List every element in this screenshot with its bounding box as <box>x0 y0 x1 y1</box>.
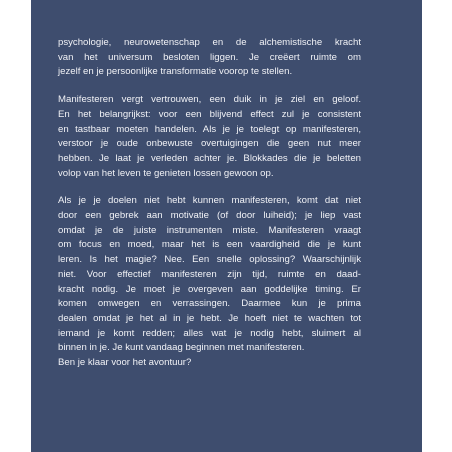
text-line: en tastbaar moeten handelen. Als je je toelegt op manifesteren, <box>58 123 361 135</box>
text-line: van het universum besloten liggen. Je creëert ruimte om <box>58 51 361 63</box>
text-line: Manifesteren vergt vertrouwen, een duik in je ziel en geloof. <box>58 94 361 106</box>
text-line: binnen in je. Je kunt vandaag beginnen met manifesteren. <box>58 342 305 354</box>
text-line: dealen omdat je het al in je hebt. Je hoeft niet te wachten tot <box>58 312 361 324</box>
text-line: jezelf en je persoonlijke transformatie voorop te stellen. <box>58 66 293 78</box>
text-line: kracht nodig. Je moet je overgeven aan goddelijke timing. Er <box>58 283 361 295</box>
text-line: omdat je de juiste instrumenten miste. Manifesteren vraagt <box>58 224 361 236</box>
text-line: hebben. Je laat je verleden achter je. Blokkades die je beletten <box>58 152 361 164</box>
paragraph-1 <box>58 36 361 80</box>
text-line: om focus en moed, maar het is een vaardigheid die je kunt <box>58 239 361 251</box>
body-text <box>58 36 361 384</box>
text-line: leren. Is het magie? Nee. Een snelle oplossing? Waarschijnlijk <box>58 254 361 266</box>
text-line: door een gebrek aan motivatie (of door luiheid); je liep vast <box>58 210 361 222</box>
text-line: Ben je klaar voor het avontuur? <box>58 357 192 369</box>
text-line: psychologie, neurowetenschap en de alchemistische kracht <box>58 37 361 48</box>
text-line: verstoor je oude onbewuste overtuigingen die geen nut meer <box>58 138 361 150</box>
text-line: En het belangrijkst: voor een blijvend effect zul je consistent <box>58 108 361 120</box>
text-line: iemand je komt redden; alles wat je nodig hebt, sluimert al <box>58 327 361 339</box>
text-line: komen omwegen en verrassingen. Daarmee kun je prima <box>58 298 361 310</box>
text-line: volop van het leven te genieten lossen gewoon op. <box>58 167 274 179</box>
text-line: niet. Voor effectief manifesteren zijn tijd, ruimte en daad- <box>58 268 361 280</box>
paragraph-3 <box>58 194 361 370</box>
paragraph-2 <box>58 93 361 181</box>
text-line: Als je je doelen niet hebt kunnen manifesteren, komt dat niet <box>58 195 361 207</box>
